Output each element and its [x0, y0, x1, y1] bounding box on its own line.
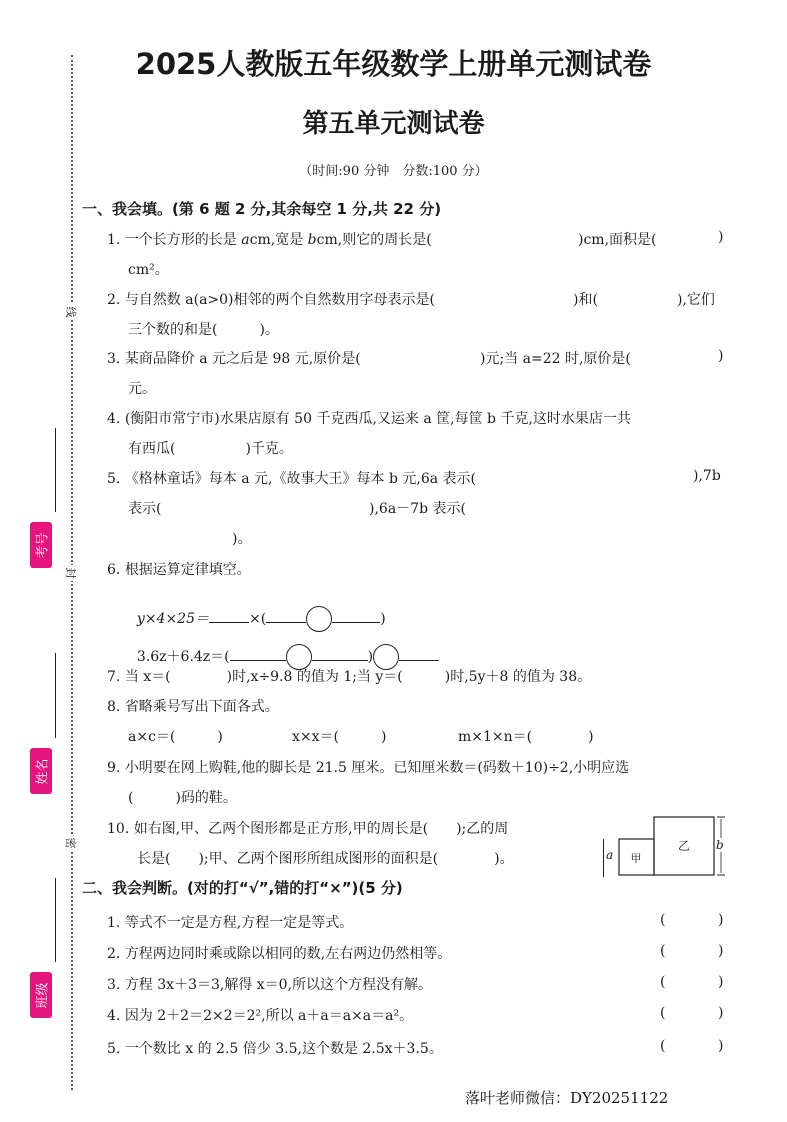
question-3-mid: )元;当 a=22 时,原价是(	[480, 351, 631, 367]
question-6-expr2: 3.6z＋6.4z＝( )	[128, 628, 439, 670]
dimension-a-label: a	[606, 848, 614, 862]
question-10: 10. 如右图,甲、乙两个图形都是正方形,甲的周长是( );乙的周	[107, 821, 509, 837]
question-3: 3. 某商品降价 a 元之后是 98 元,原价是(	[107, 351, 361, 367]
seal-label-feng: 封	[63, 565, 79, 581]
blank[interactable]	[332, 608, 380, 623]
exam-number-badge: 考号	[30, 522, 52, 568]
question-6-expr1: y×4×25＝ ×( )	[128, 590, 386, 632]
question-8-item-2: x×x＝( )	[292, 729, 387, 745]
judge-answer-4-open[interactable]: (	[660, 1005, 666, 1021]
question-2-end: ),它们	[677, 292, 715, 308]
question-5-line2a: 表示(	[128, 501, 162, 517]
judge-answer-4-close: )	[718, 1005, 724, 1021]
judge-answer-1-open[interactable]: (	[660, 912, 666, 928]
judge-item-2: 2. 方程两边同时乘或除以相同的数,左右两边仍然相等。	[107, 946, 452, 962]
question-4: 4. (衡阳市常宁市)水果店原有 50 千克西瓜,又运来 a 筐,每筐 b 千克,这时水果店一共	[107, 411, 631, 427]
blank[interactable]	[312, 646, 368, 661]
judge-item-3: 3. 方程 3x＋3＝3,解得 x＝0,所以这个方程没有解。	[107, 977, 433, 993]
question-8: 8. 省略乘号写出下面各式。	[107, 699, 279, 715]
judge-item-5: 5. 一个数比 x 的 2.5 倍少 3.5,这个数是 2.5x＋3.5。	[107, 1041, 443, 1057]
blank[interactable]	[209, 608, 249, 623]
judge-answer-2-close: )	[718, 943, 724, 959]
question-5-line3: )。	[232, 531, 252, 547]
blank[interactable]	[266, 608, 306, 623]
blank[interactable]	[399, 646, 439, 661]
page-subtitle: 第五单元测试卷	[302, 109, 485, 139]
judge-answer-5-close: )	[718, 1038, 724, 1054]
question-1-close: )	[718, 229, 724, 245]
judge-answer-3-close: )	[718, 974, 724, 990]
question-2: 2. 与自然数 a(a>0)相邻的两个自然数用字母表示是(	[107, 292, 435, 308]
question-10-line2: 长是( );甲、乙两个图形所组成图形的面积是( )。	[137, 851, 514, 867]
question-1-line2: cm²。	[128, 262, 169, 278]
footer-contact: 落叶老师微信：DY20251122	[465, 1089, 669, 1107]
seal-label-xian: 线	[63, 304, 79, 320]
question-8-item-1: a×c＝( )	[128, 729, 223, 745]
question-1-tail: )cm,面积是(	[578, 232, 657, 248]
exam-meta: （时间:90 分钟 分数:100 分）	[299, 164, 488, 179]
judge-answer-5-open[interactable]: (	[660, 1038, 666, 1054]
question-7: 7. 当 x＝( )时,x÷9.8 的值为 1;当 y＝( )时,5y＋8 的值为 38。	[107, 669, 592, 685]
seal-label-mi: 密	[63, 835, 79, 851]
question-3-close: )	[718, 348, 724, 364]
question-9: 9. 小明要在网上购鞋,他的脚长是 21.5 厘米。已知厘米数＝(码数＋10)÷2,小明应选	[107, 760, 630, 776]
judge-answer-1-close: )	[718, 912, 724, 928]
question-6: 6. 根据运算定律填空。	[107, 562, 251, 578]
question-5-end: ),7b	[693, 468, 721, 484]
question-2-mid: )和(	[573, 292, 598, 308]
page-title: 2025人教版五年级数学上册单元测试卷	[135, 47, 652, 81]
name-badge: 姓名	[30, 748, 52, 794]
section2-heading: 二、我会判断。(对的打“√”,错的打“×”)(5 分)	[82, 879, 403, 897]
class-badge: 班级	[30, 972, 52, 1018]
square-jia-label: 甲	[630, 852, 642, 865]
dimension-b-label: b	[716, 838, 724, 852]
judge-answer-3-open[interactable]: (	[660, 974, 666, 990]
question-8-item-3: m×1×n＝( )	[458, 729, 594, 745]
question-5-line2b: ),6a－7b 表示(	[369, 501, 466, 517]
question-3-line2: 元。	[128, 381, 156, 397]
question-2-line2: 三个数的和是( )。	[128, 322, 279, 338]
judge-item-1: 1. 等式不一定是方程,方程一定是等式。	[107, 915, 354, 931]
square-yi-label: 乙	[677, 839, 691, 853]
squares-figure	[617, 815, 727, 877]
question-5: 5. 《格林童话》每本 a 元,《故事大王》每本 b 元,6a 表示(	[107, 471, 476, 487]
question-9-line2: ( )码的鞋。	[128, 790, 237, 806]
question-1: 1. 一个长方形的长是 acm,宽是 bcm,则它的周长是(	[107, 232, 432, 248]
exam-number-write-line[interactable]	[55, 428, 56, 512]
question-4-line2: 有西瓜( )千克。	[128, 441, 293, 457]
blank[interactable]	[230, 646, 286, 661]
dimension-a-arrow	[603, 839, 604, 877]
section1-heading: 一、我会填。(第 6 题 2 分,其余每空 1 分,共 22 分)	[82, 200, 442, 218]
judge-item-4: 4. 因为 2＋2＝2×2＝2²,所以 a＋a＝a×a＝a²。	[107, 1008, 414, 1024]
name-write-line[interactable]	[55, 653, 56, 738]
judge-answer-2-open[interactable]: (	[660, 943, 666, 959]
class-write-line[interactable]	[55, 878, 56, 962]
